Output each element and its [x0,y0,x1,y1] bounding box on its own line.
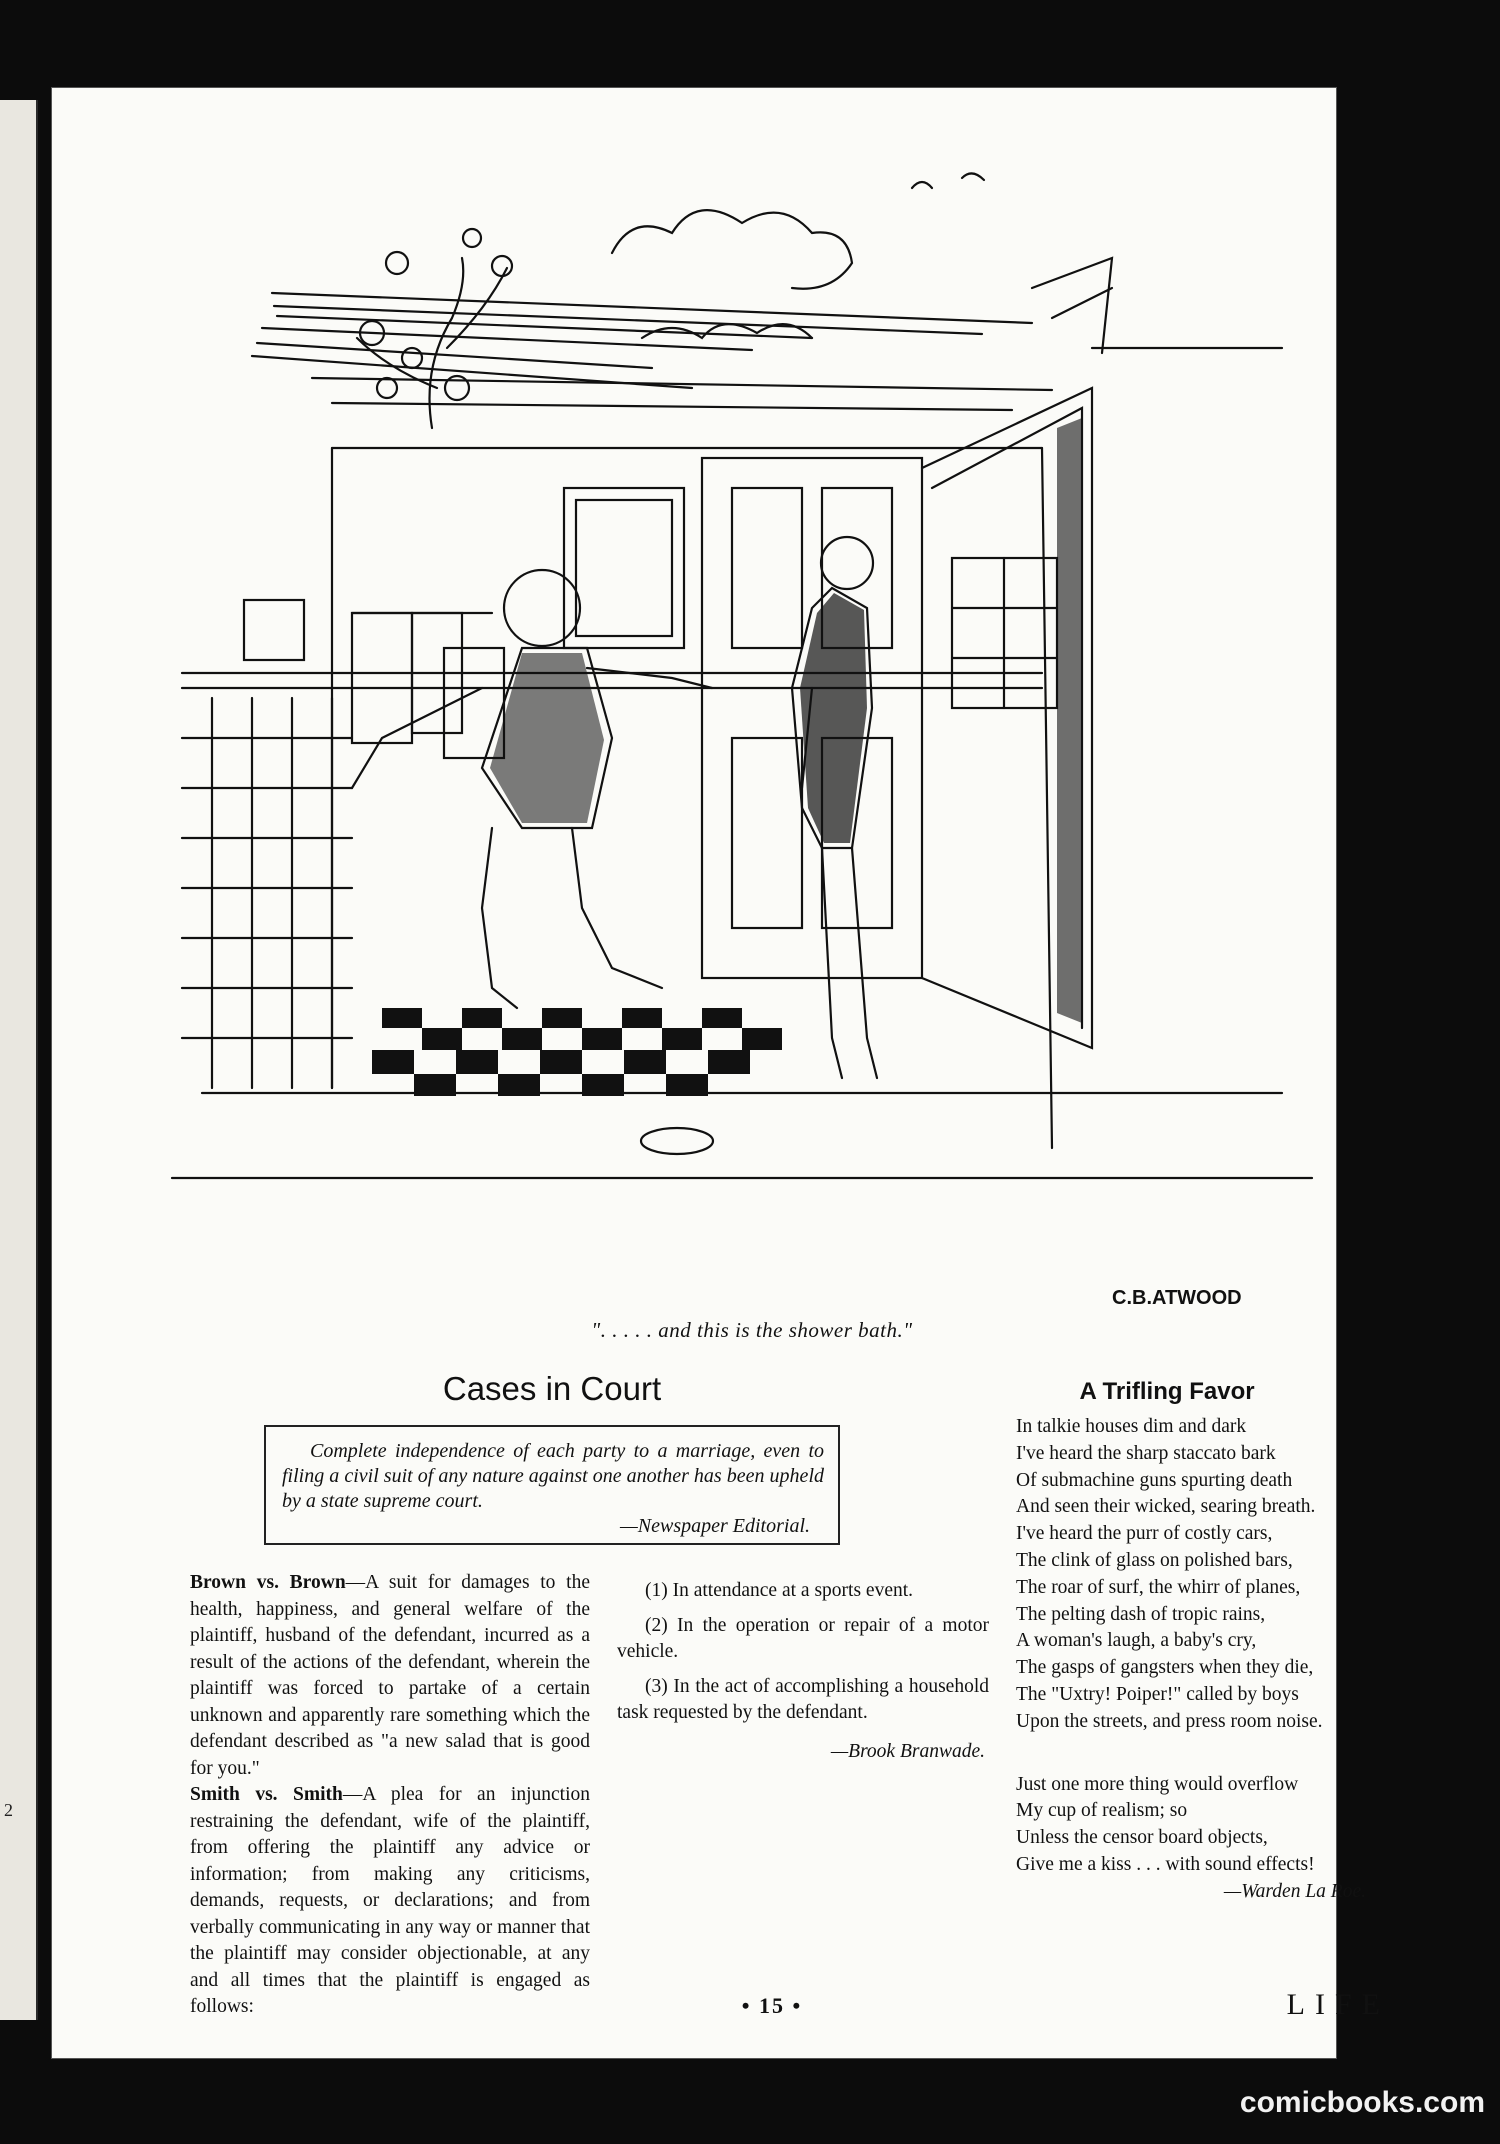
poem-line: The clink of glass on polished bars, [1016,1549,1293,1571]
list-item: (1) In attendance at a sports event. [645,1580,914,1601]
cartoon-illustration [52,88,1336,1318]
previous-page-text-fragments: 2 [4,1800,13,1820]
watermark: comicbooks.com [1239,2086,1485,2119]
poem-line: Unless the censor board objects, [1016,1827,1268,1849]
poem-title-trifling-favor: A Trifling Favor [1079,1378,1255,1405]
article-title-cases-in-court: Cases in Court [442,1370,662,1407]
poem-line: I've heard the sharp staccato bark [1016,1442,1276,1464]
page-number: • 15 • [741,1993,803,2018]
poem-line: And seen their wicked, searing breath. [1016,1496,1316,1518]
epigraph-text: Complete independence of each party to a marriage, even to filing a civil suit of any nature against one another has been upheld by a state supreme court. [282,1440,824,1512]
article-column-1 [190,1570,590,2021]
article-byline: —Brook Branwade. [830,1740,985,1762]
poem-line: The "Uxtry! Poiper!" called by boys [1016,1683,1299,1705]
poem-line: Give me a kiss . . . with sound effects! [1016,1853,1315,1875]
poem-line: Just one more thing would overflow [1016,1773,1299,1795]
epigraph-source: —Newspaper Editorial. [619,1515,810,1537]
artist-signature [1112,1276,1272,1316]
poem-line: I've heard the purr of costly cars, [1016,1523,1273,1545]
case-text-brown: —A suit for damages to the health, happiness, and general welfare of the plaintiff, husband of the defendant, incurred as a result of the actions of the defendant, wherein the plaintiff was forced to partake of a certain unknown and apparently rare something which the defendant described as "a new salad that is good for you." [190,1572,590,1779]
poem-line: A woman's laugh, a baby's cry, [1016,1630,1257,1652]
case-name-smith: Smith vs. Smith [190,1784,343,1805]
list-item: (3) In the act of accomplishing a household task requested by the defendant. [617,1675,989,1723]
magazine-name: LIFE [1286,1988,1390,2021]
article-column-2 [617,1570,989,1765]
case-paragraph-1 [190,1570,590,1782]
poem-line: In talkie houses dim and dark [1016,1416,1247,1437]
case-name-brown: Brown vs. Brown [190,1572,346,1593]
case-text-smith: —A plea for an injunction restraining the defendant, wife of the plaintiff, from offering the plaintiff any advice or information; from making any criticisms, demands, requests, or declarations; and from verbally communicating in any way or manner that the plaintiff may consider objectionable, at any and all times that the plaintiff is engaged as follows: [190,1784,591,2017]
epigraph-box [264,1425,840,1545]
signature-text: C.B.ATWOOD [1112,1287,1242,1309]
poem-line: The pelting dash of tropic rains, [1016,1603,1266,1625]
case-paragraph-2 [190,1782,590,2021]
poem-line: The roar of surf, the whirr of planes, [1016,1576,1301,1598]
poem-line: Of submachine guns spurting death [1016,1469,1293,1491]
cartoon-caption: ". . . . . and this is the shower bath." [591,1318,913,1342]
poem-line: My cup of realism; so [1016,1800,1188,1822]
list-item: (2) In the operation or repair of a motor vehicle. [617,1614,989,1662]
previous-page-edge [0,100,38,2020]
magazine-page [52,88,1390,2058]
poem-line: The gasps of gangsters when they die, [1016,1657,1314,1679]
stanza-break [1016,1736,1396,1772]
poem-body [1016,1414,1396,1906]
poem-byline: —Warden La Roe. [1223,1880,1366,1902]
poem-line: Upon the streets, and press room noise. [1016,1710,1323,1732]
